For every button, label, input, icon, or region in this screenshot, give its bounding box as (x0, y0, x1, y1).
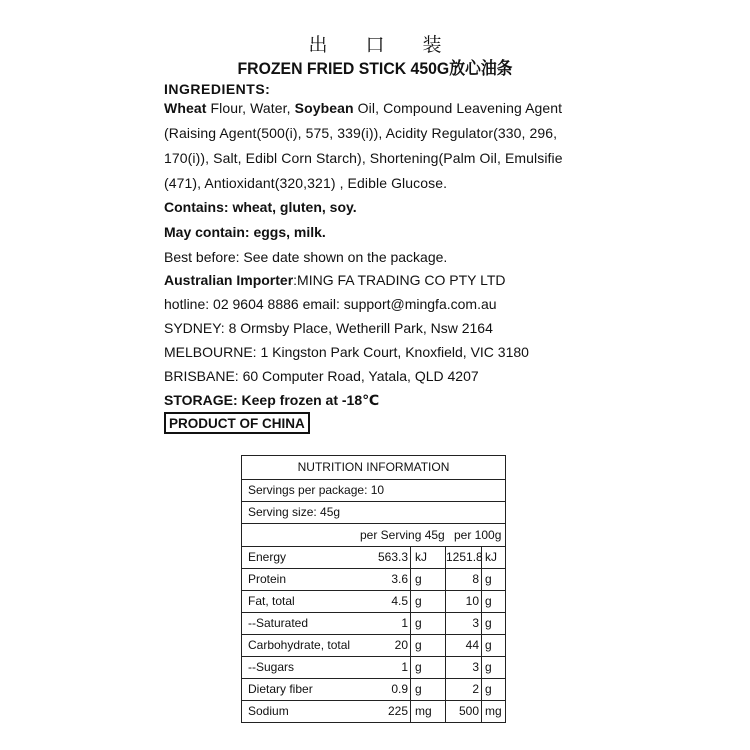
ingredients-text-1: Flour, Water, (206, 100, 295, 116)
per-serving-value: 1 (365, 657, 411, 678)
nutrient-name: Carbohydrate, total (248, 638, 351, 652)
per-serving-unit: kJ (415, 550, 427, 564)
address-brisbane: BRISBANE: 60 Computer Road, Yatala, QLD 4207 (164, 368, 479, 384)
per-100g-value: 1251.8 (445, 547, 482, 568)
per-serving-unit: g (415, 660, 422, 674)
per-100g-value: 3 (445, 657, 482, 678)
nutrient-name: --Saturated (248, 616, 309, 630)
country-of-origin-box: PRODUCT OF CHINA (164, 412, 310, 434)
nutrition-title: NUTRITION INFORMATION (242, 456, 505, 480)
per-100g-unit: mg (485, 704, 502, 718)
nutrition-row (242, 613, 505, 635)
serving-size: Serving size: 45g (242, 502, 505, 524)
per-serving-unit: g (415, 682, 422, 696)
per-serving-value: 225 (365, 701, 411, 722)
contains-statement: Contains: wheat, gluten, soy. (164, 199, 357, 215)
servings-per-package: Servings per package: 10 (242, 480, 505, 502)
nutrition-row (242, 679, 505, 701)
ingredients-heading: INGREDIENTS: (164, 81, 271, 97)
nutrition-row (242, 591, 505, 613)
per-100g-value: 500 (445, 701, 482, 722)
nutrient-name: --Sugars (248, 660, 295, 674)
importer-contact: hotline: 02 9604 8886 email: support@mingfa.com.au (164, 296, 497, 312)
nutrition-table (241, 455, 506, 723)
may-contain-statement: May contain: eggs, milk. (164, 224, 326, 240)
per-serving-value: 3.6 (365, 569, 411, 590)
per-serving-value: 20 (365, 635, 411, 656)
best-before: Best before: See date shown on the package. (164, 249, 448, 265)
per-100g-unit: g (485, 572, 492, 586)
per-100g-unit: g (485, 616, 492, 630)
address-melbourne: MELBOURNE: 1 Kingston Park Court, Knoxfield, VIC 3180 (164, 344, 529, 360)
storage-instruction: STORAGE: Keep frozen at -18℃ (164, 392, 380, 408)
per-100g-value: 3 (445, 613, 482, 634)
per-serving-value: 0.9 (365, 679, 411, 700)
nutrient-name: Energy (248, 550, 287, 564)
export-header: 出口装 (308, 34, 480, 56)
nutrition-row (242, 701, 505, 722)
per-100g-unit: g (485, 660, 492, 674)
ingredients-list (164, 96, 594, 196)
nutrition-row (242, 657, 505, 679)
col-per-100g: per 100g (454, 528, 502, 542)
nutrition-row (242, 635, 505, 657)
nutrient-name: Fat, total (248, 594, 295, 608)
per-serving-value: 563.3 (365, 547, 411, 568)
per-serving-unit: g (415, 616, 422, 630)
nutrition-row (242, 569, 505, 591)
ingredients-text-2: Oil, Compound Leavening Agent (Raising Agent(500(i), 575, 339(i)), Acidity Regulator(330, 296, 170(i)), Salt, Edibl Corn Starch), Shortening(Palm Oil, Emulsifie (471), Antioxidant(320,321) , Edible Glucose. (164, 100, 563, 191)
per-serving-unit: g (415, 638, 422, 652)
per-serving-value: 1 (365, 613, 411, 634)
allergen-wheat: Wheat (164, 100, 207, 116)
per-100g-value: 8 (445, 569, 482, 590)
per-100g-value: 44 (445, 635, 482, 656)
importer-label: Australian Importer (164, 272, 294, 288)
per-serving-unit: g (415, 572, 422, 586)
nutrition-row (242, 547, 505, 569)
nutrient-name: Protein (248, 572, 287, 586)
address-sydney: SYDNEY: 8 Ormsby Place, Wetherill Park, Nsw 2164 (164, 320, 493, 336)
allergen-soybean: Soybean (294, 100, 354, 116)
nutrient-name: Dietary fiber (248, 682, 313, 696)
per-100g-value: 10 (445, 591, 482, 612)
per-serving-unit: mg (415, 704, 432, 718)
nutrition-column-headers (242, 524, 505, 547)
importer-line (164, 272, 506, 288)
col-per-serving: per Serving 45g (360, 528, 445, 542)
per-100g-unit: g (485, 594, 492, 608)
nutrient-name: Sodium (248, 704, 289, 718)
per-100g-unit: kJ (485, 550, 497, 564)
per-serving-value: 4.5 (365, 591, 411, 612)
product-title: FROZEN FRIED STICK 450G放心油条 (237, 59, 513, 78)
per-100g-unit: g (485, 682, 492, 696)
importer-name: :MING FA TRADING CO PTY LTD (293, 272, 506, 288)
per-100g-unit: g (485, 638, 492, 652)
per-100g-value: 2 (445, 679, 482, 700)
per-serving-unit: g (415, 594, 422, 608)
